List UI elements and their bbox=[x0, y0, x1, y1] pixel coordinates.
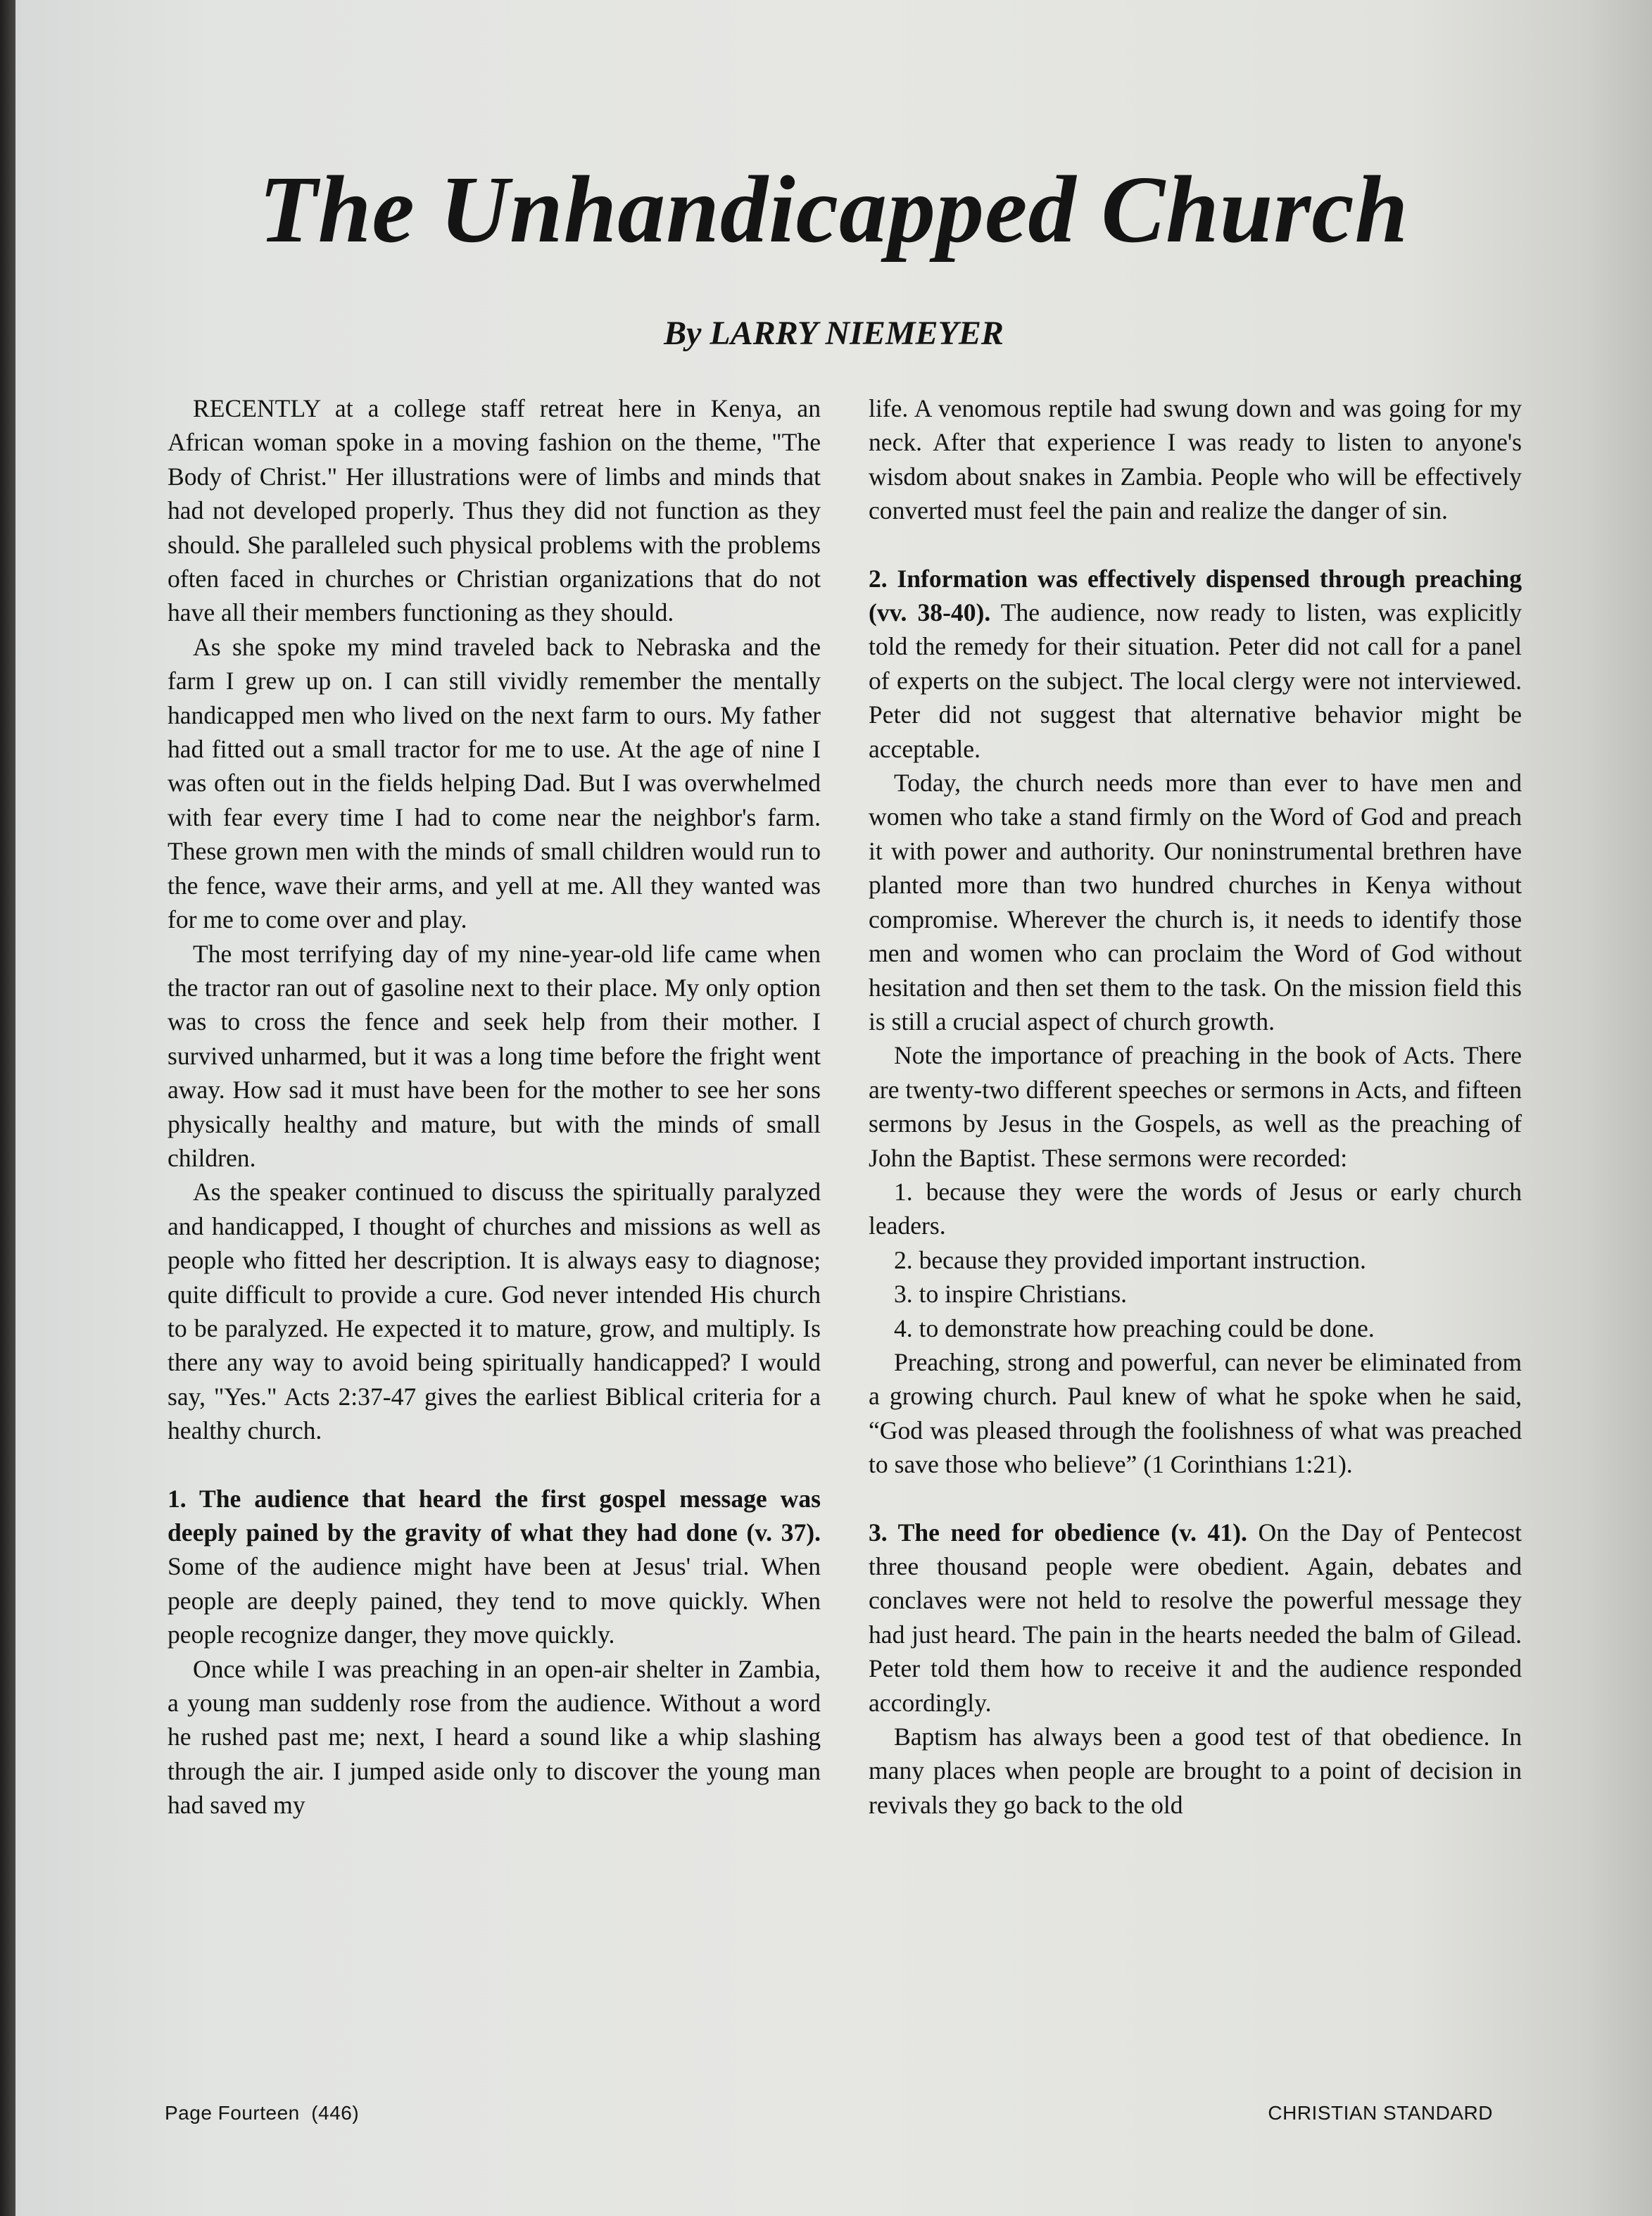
paragraph: Once while I was preaching in an open-air shelter in Zambia, a young man suddenly rose from the audience. Without a word he rushed past me; next, I heard a sound like a whip slashing through the air. I jumped aside only to discover the young man had saved my bbox=[168, 1654, 821, 1820]
left-column bbox=[168, 391, 821, 1822]
paragraph: RECENTLY at a college staff retreat here in Kenya, an African woman spoke in a moving fashion on the theme, "The Body of Christ." Her illustrations were of limbs and minds that had not developed properly. Thus they did not function as they should. She paralleled such physical problems with the problems often faced in churches or Christian organizations that do not have all their members functioning as they should. bbox=[168, 394, 821, 627]
publication-name: CHRISTIAN STANDARD bbox=[1268, 2102, 1493, 2124]
section-text: On the Day of Pentecost three thousand people were obedient. Again, debates and conclaves were not held to resolve the powerful message they had just heard. The pain in the hearts needed the balm of Gilead. Peter told them how to receive it and the audience responded accordingly. bbox=[869, 1518, 1522, 1717]
section-2 bbox=[869, 562, 1522, 766]
article-byline: By LARRY NIEMEYER bbox=[664, 315, 1004, 352]
section-text: The audience, now ready to listen, was explicitly told the remedy for their situation. Peter did not call for a panel of experts on the subject. The local clergy were not interviewed. Peter did not suggest that alternative behavior might be acceptable. bbox=[869, 598, 1522, 763]
section-heading: 3. The need for obedience (v. 41). bbox=[869, 1518, 1247, 1547]
list-item: 4. to demonstrate how preaching could be done. bbox=[894, 1314, 1375, 1342]
section-3 bbox=[869, 1516, 1522, 1720]
paragraph: Preaching, strong and powerful, can never be eliminated from a growing church. Paul knew of what he spoke when he said, “God was pleased through the foolishness of what was preached to save those who believe” (1 Corinthians 1:21). bbox=[869, 1347, 1522, 1479]
list-item: 2. because they provided important instruction. bbox=[894, 1245, 1366, 1274]
right-column bbox=[869, 391, 1522, 1822]
page-number: Page Fourteen (446) bbox=[165, 2102, 360, 2124]
section-text: Some of the audience might have been at Jesus' trial. When people are deeply pained, they tend to move quickly. When people recognize danger, they move quickly. bbox=[168, 1552, 821, 1649]
paragraph: The most terrifying day of my nine-year-old life came when the tractor ran out of gasoline next to their place. My only option was to cross the fence and seek help from their mother. I survived unharmed, but it was a long time before the fright went away. How sad it must have been for the mother to see her sons physically healthy and mature, but with the minds of small children. bbox=[168, 939, 821, 1172]
section-heading: 1. The audience that heard the first gospel message was deeply pained by the gravity of what they had done (v. 37). bbox=[168, 1484, 821, 1547]
section-heading: 2. Information was effectively dispensed through preaching (vv. 38-40). bbox=[869, 564, 1522, 627]
paragraph: As she spoke my mind traveled back to Nebraska and the farm I grew up on. I can still vividly remember the mentally handicapped men who lived on the next farm to ours. My father had fitted out a small tractor for me to use. At the age of nine I was often out in the fields helping Dad. But I was overwhelmed with fear every time I had to come near the neighbor's farm. These grown men with the minds of small children would run to the fence, wave their arms, and yell at me. All they wanted was for me to come over and play. bbox=[168, 632, 821, 934]
list-item: 1. because they were the words of Jesus or early church leaders. bbox=[869, 1177, 1522, 1240]
paragraph: life. A venomous reptile had swung down and was going for my neck. After that experience I was ready to listen to anyone's wisdom about snakes in Zambia. People who will be effectively converted must feel the pain and realize the danger of sin. bbox=[869, 394, 1522, 525]
binding-shadow bbox=[0, 0, 15, 2216]
paragraph: Note the importance of preaching in the book of Acts. There are twenty-two different speeches or sermons in Acts, and fifteen sermons by Jesus in the Gospels, as well as the preaching of John the Baptist. These sermons were recorded: bbox=[869, 1041, 1522, 1172]
magazine-page bbox=[15, 0, 1652, 2216]
article-title: The Unhandicapped Church bbox=[258, 157, 1409, 263]
section-1 bbox=[168, 1482, 821, 1652]
paragraph: Today, the church needs more than ever to have men and women who take a stand firmly on the Word of God and preach it with power and authority. Our noninstrumental brethren have planted more than two hundred churches in Kenya without compromise. Wherever the church is, it needs to identify those men and women who can proclaim the Word of God without hesitation and then set them to the task. On the mission field this is still a crucial aspect of church growth. bbox=[869, 769, 1522, 1035]
paragraph: Baptism has always been a good test of that obedience. In many places when people are brought to a point of decision in revivals they go back to the old bbox=[869, 1723, 1522, 1819]
paragraph: As the speaker continued to discuss the spiritually paralyzed and handicapped, I thought of churches and missions as well as people who fitted her description. It is always easy to diagnose; quite difficult to provide a cure. God never intended His church to be paralyzed. He expected it to mature, grow, and multiply. Is there any way to avoid being spiritually handicapped? I would say, "Yes." Acts 2:37-47 gives the earliest Biblical criteria for a healthy church. bbox=[168, 1178, 821, 1445]
list-item: 3. to inspire Christians. bbox=[894, 1280, 1128, 1309]
